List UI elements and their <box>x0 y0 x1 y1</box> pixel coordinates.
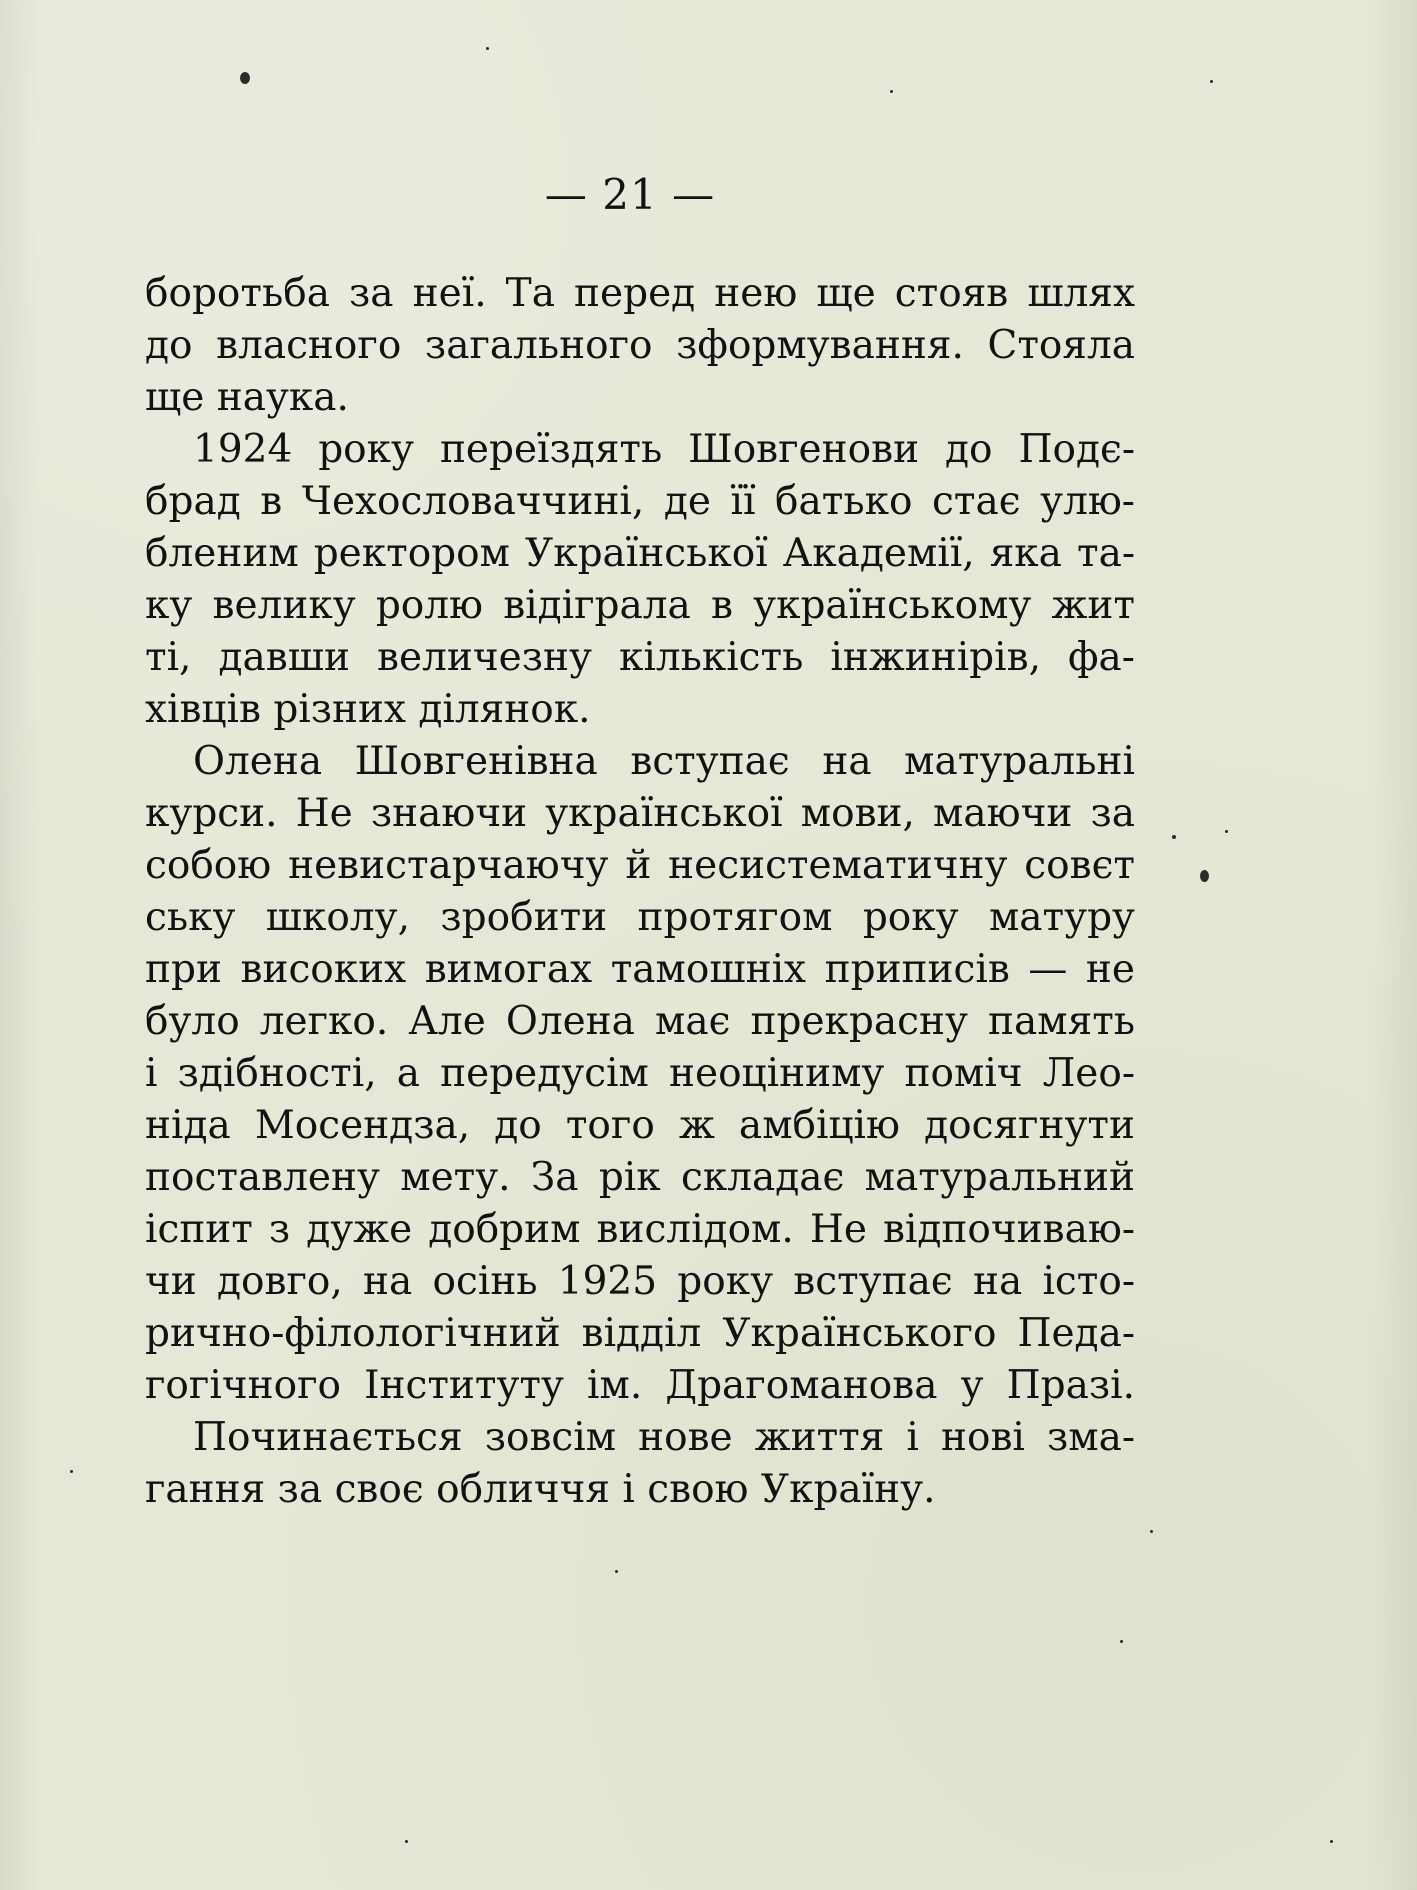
paragraph <box>145 424 1135 736</box>
text-line: гогічного Інституту ім. Драгоманова у Празі. <box>145 1363 1135 1408</box>
ink-speck <box>70 1470 73 1473</box>
text-line: боротьба за неї. Та перед нею ще стояв шлях <box>145 271 1135 316</box>
text-line: було легко. Але Олена має прекрасну память <box>145 999 1135 1044</box>
ink-speck <box>405 1840 408 1843</box>
ink-speck <box>486 47 489 50</box>
text-line: ніда Мосендза, до того ж амбіцію досягнути <box>145 1103 1135 1148</box>
ink-speck <box>890 90 893 93</box>
text-line: собою невистарчаючу й несистематичну совєт <box>145 843 1135 888</box>
body-text <box>145 268 1135 1516</box>
paragraph <box>145 736 1135 1412</box>
ink-speck <box>1210 80 1213 83</box>
text-line: ще наука. <box>145 375 349 420</box>
paragraph <box>145 1412 1135 1516</box>
text-line: хівців різних ділянок. <box>145 687 591 732</box>
text-line: іспит з дуже добрим вислідом. Не відпочиваю- <box>145 1207 1135 1252</box>
paragraph <box>145 268 1135 424</box>
ink-speck <box>1330 1840 1333 1843</box>
text-line: 1924 року переїздять Шовгенови до Подє- <box>193 427 1135 472</box>
page-number: — 21 — <box>544 170 716 219</box>
text-line: ку велику ролю відіграла в українському жит <box>145 583 1135 628</box>
text-line: Починається зовсім нове життя і нові зма- <box>193 1415 1135 1460</box>
text-line: брад в Чехословаччині, де її батько стає улю- <box>145 479 1135 524</box>
text-line: рично-філологічний відділ Українського Педа- <box>145 1311 1135 1356</box>
ink-speck <box>1225 830 1228 833</box>
text-line: до власного загального зформування. Стояла <box>145 323 1135 368</box>
ink-speck <box>240 72 250 84</box>
text-line: гання за своє обличчя і свою Україну. <box>145 1467 936 1512</box>
ink-speck <box>1150 1530 1153 1533</box>
text-line: поставлену мету. За рік складає матуральний <box>145 1155 1135 1200</box>
ink-speck <box>1120 1640 1123 1643</box>
text-line: чи довго, на осінь 1925 року вступає на істо- <box>145 1259 1135 1304</box>
text-line: курси. Не знаючи української мови, маючи за <box>145 791 1135 836</box>
text-line: ті, давши величезну кількість інжинірів, фа- <box>145 635 1135 680</box>
text-line: бленим ректором Української Академії, яка та- <box>145 531 1135 576</box>
ink-speck <box>1200 870 1209 882</box>
text-line: і здібності, а передусім неоціниму поміч Лео- <box>145 1051 1135 1096</box>
text-line: ську школу, зробити протягом року матуру <box>145 895 1135 940</box>
ink-speck <box>615 1570 618 1573</box>
ink-speck <box>1172 835 1176 839</box>
text-line: при високих вимогах тамошніх приписів — не <box>145 947 1135 992</box>
text-line: Олена Шовгенівна вступає на матуральні <box>193 739 1135 784</box>
